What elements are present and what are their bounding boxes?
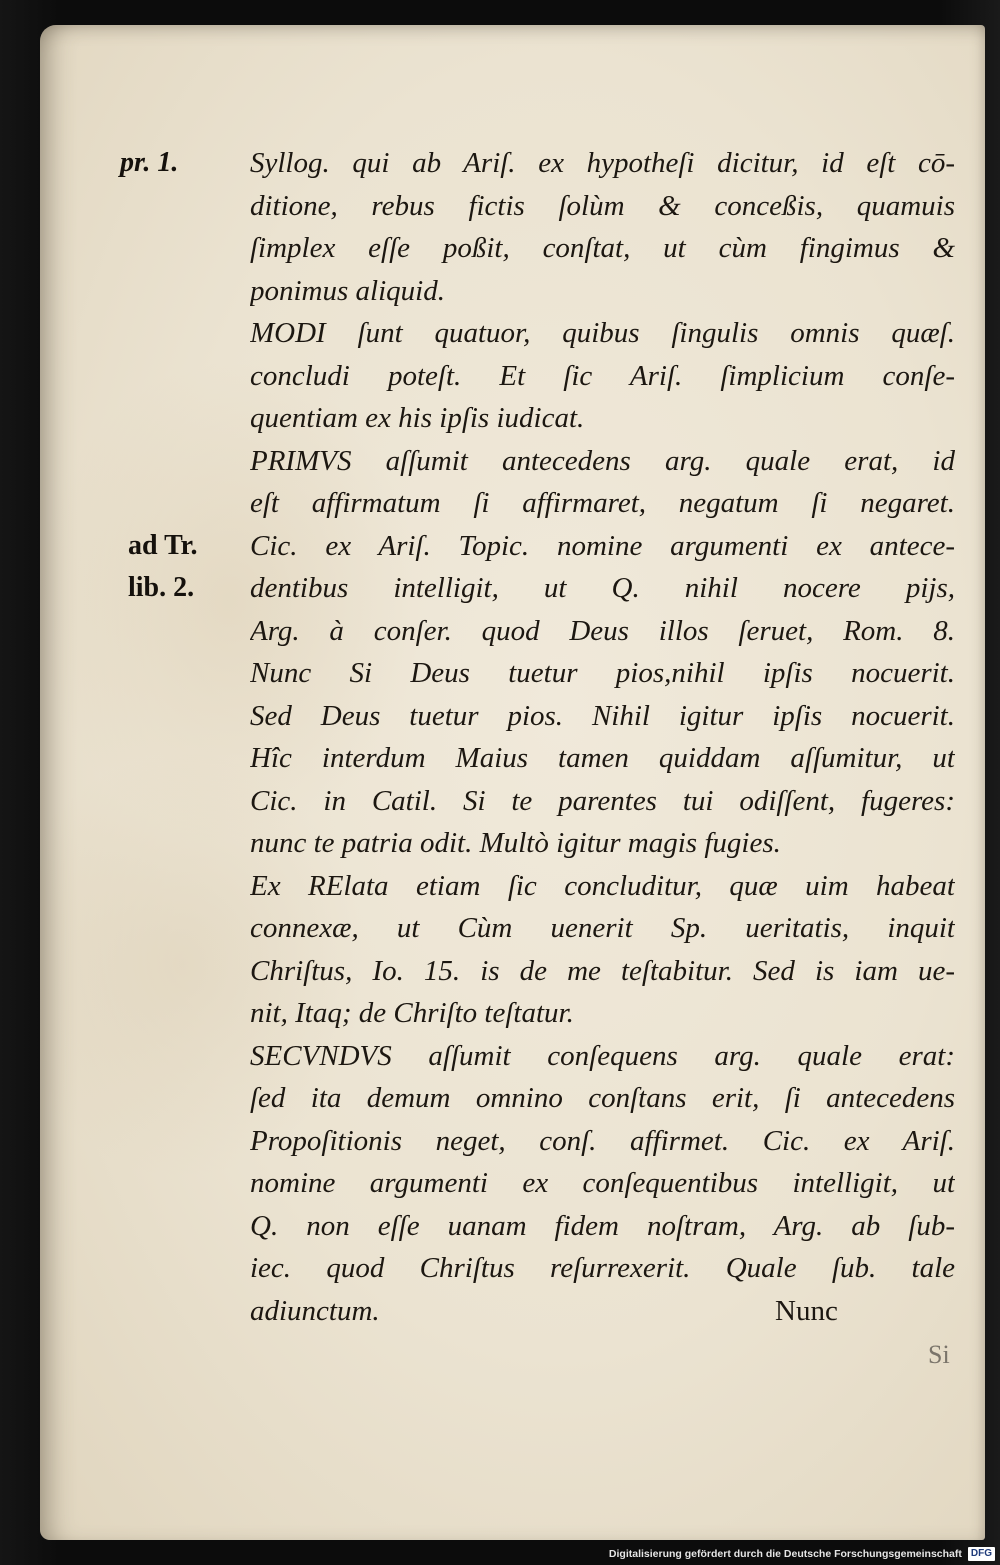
text-line: Nunc Si Deus tuetur pios,nihil ipſis nocuerit. [250, 657, 955, 689]
text-line: PRIMVS aſſumit antecedens arg. quale erat, id [250, 444, 955, 477]
text-line: Sed Deus tuetur pios. Nihil igitur ipſis nocuerit. [250, 699, 955, 732]
text-line: Cic. ex Ariſ. Topic. nomine argumenti ex antece- [250, 529, 955, 562]
text-line: SECVNDVS aſſumit conſequens arg. quale erat: [250, 1039, 955, 1072]
last-line-text: adiunctum. [250, 1294, 380, 1327]
dfg-logo-icon: DFG [968, 1547, 995, 1561]
text-line: Propoſitionis neget, conſ. affirmet. Cic. ex Ariſ. [250, 1124, 955, 1157]
text-line: nomine argumenti ex conſequentibus intelligit, ut [250, 1167, 955, 1199]
text-line: eſt affirmatum ſi affirmaret, negatum ſi negaret. [250, 487, 955, 519]
text-line: nunc te patria odit. Multò igitur magis fugies. [250, 827, 781, 859]
text-line: Chriſtus, Io. 15. is de me teſtabitur. Sed is iam ue- [250, 954, 955, 987]
text-line: ponimus aliquid. [250, 274, 445, 307]
text-line: ditione, rebus fictis ſolùm & conceßis, quamuis [250, 189, 955, 222]
text-line: Cic. in Catil. Si te parentes tui odiſſent, fugeres: [250, 784, 955, 817]
margin-note-ad-tr: ad Tr. [128, 529, 198, 561]
book-page [40, 25, 985, 1540]
margin-note-pr: pr. 1. [120, 147, 179, 178]
text-line: dentibus intelligit, ut Q. nihil nocere pijs, [250, 572, 955, 604]
text-line: Hîc interdum Maius tamen quiddam aſſumitur, ut [250, 742, 955, 774]
footer-credit: Digitalisierung gefördert durch die Deutsche Forschungsgemeinschaft [608, 1548, 962, 1560]
main-text [250, 142, 955, 1332]
last-text-line [250, 1290, 955, 1333]
text-line: Arg. à conſer. quod Deus illos ſeruet, Rom. 8. [250, 614, 955, 647]
digitization-footer [609, 1546, 995, 1562]
catchword: Si [928, 1340, 950, 1369]
margin-note-lib: lib. 2. [128, 572, 195, 603]
text-line: nit, Itaq; de Chriſto teſtatur. [250, 997, 574, 1029]
text-line: concludi poteſt. Et ſic Ariſ. ſimplicium conſe- [250, 359, 955, 392]
text-line: Ex RElata etiam ſic concluditur, quæ uim habeat [250, 869, 955, 902]
text-line: ſed ita demum omnino conſtans erit, ſi antecedens [250, 1082, 955, 1114]
last-line-trailing-word: Nunc [775, 1294, 838, 1327]
text-line: Syllog. qui ab Ariſ. ex hypotheſi dicitur, id eſt cō- [250, 147, 955, 179]
text-line: connexæ, ut Cùm uenerit Sp. ueritatis, inquit [250, 912, 955, 944]
text-line: quentiam ex his ipſis iudicat. [250, 402, 585, 434]
text-line: ſimplex eſſe poßit, conſtat, ut cùm fingimus & [250, 232, 955, 264]
text-line: MODI ſunt quatuor, quibus ſingulis omnis quæſ. [250, 317, 955, 349]
text-line: Q. non eſſe uanam fidem noſtram, Arg. ab ſub- [250, 1209, 955, 1242]
text-line: iec. quod Chriſtus reſurrexerit. Quale ſub. tale [250, 1252, 955, 1284]
